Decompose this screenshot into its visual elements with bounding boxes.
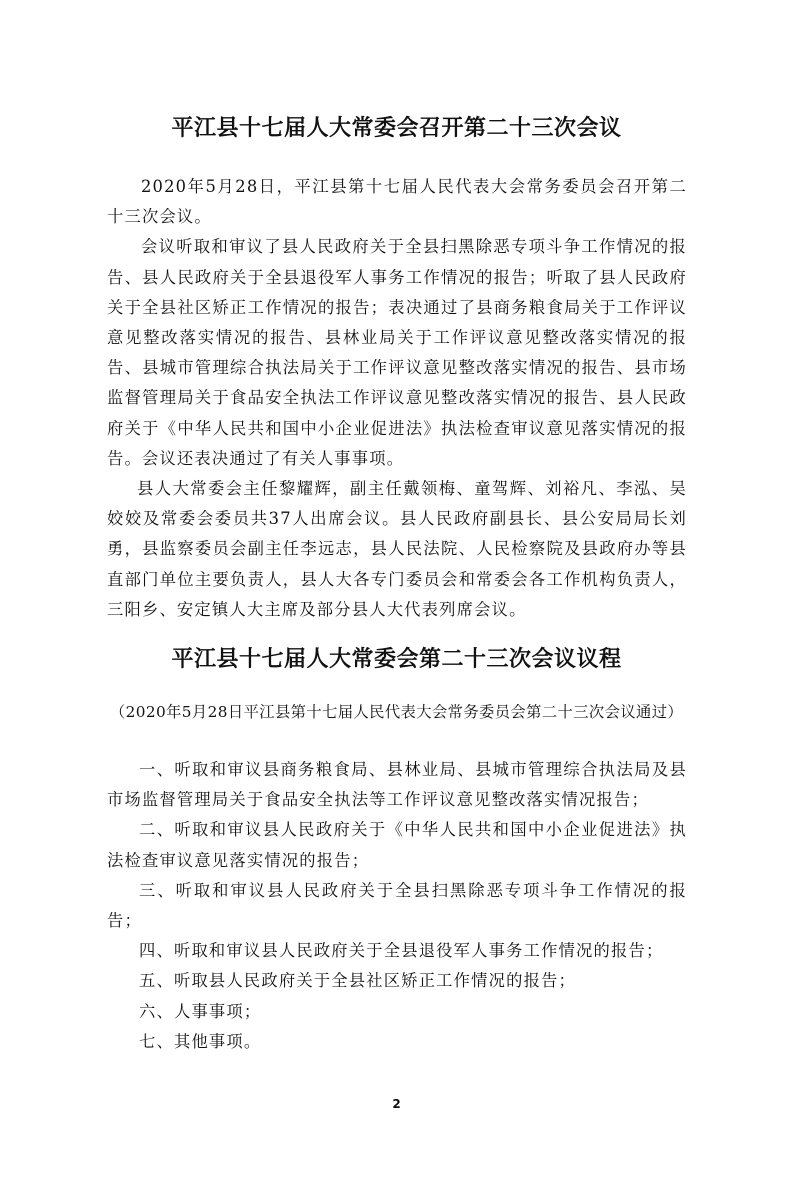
agenda-item: 二、听取和审议县人民政府关于《中华人民共和国中小企业促进法》执法检查审议意见落实情况的报告； [107,820,687,870]
article-body [107,172,687,625]
agenda-item: 五、听取县人民政府关于全县社区矫正工作情况的报告； [139,971,577,991]
agenda-item: 三、听取和审议县人民政府关于全县扫黑除恶专项斗争工作情况的报告； [107,880,687,931]
agenda-title: 平江县十七届人大常委会第二十三次会议议程 [171,647,622,673]
agenda-item: 七、其他事项。 [139,1031,262,1051]
agenda-item: 六、人事事项； [139,1001,262,1021]
document-title: 平江县十七届人大常委会召开第二十三次会议 [171,116,622,141]
page-number: 2 [392,1097,401,1112]
agenda-list [107,755,687,1057]
paragraph-meeting-date: 2020年5月28日，平江县第十七届人民代表大会常务委员会召开第二十三次会议。 [107,177,687,227]
agenda-item: 四、听取和审议县人民政府关于全县退役军人事务工作情况的报告； [139,941,664,961]
paragraph-meeting-content: 会议听取和审议了县人民政府关于全县扫黑除恶专项斗争工作情况的报告、县人民政府关于全县退役军人事务工作情况的报告；听取了县人民政府关于全县社区矫正工作情况的报告；表决通过了县商务粮食局关于工作评议意见整改落实情况的报告、县林业局关于工作评议意见整改落实情况的报告、县城市管理综合执法局关于工作评议意见整改落实情况的报告、县市场监督管理局关于食品安全执法工作评议意见整改落实情况的报告、县人民政府关于《中华人民共和国中小企业促进法》执法检查审议意见落实情况的报告。会议还表决通过了有关人事事项。 [107,237,687,468]
paragraph-attendees: 县人大常委会主任黎耀辉，副主任戴领梅、童驾辉、刘裕凡、李泓、吴姣姣及常委会委员共37人出席会议。县人民政府副县长、县公安局局长刘勇，县监察委员会副主任李远志，县人民法院、人民检察院及县政府办等县直部门单位主要负责人，县人大各专门委员会和常委会各工作机构负责人，三阳乡、安定镇人大主席及部分县人大代表列席会议。 [107,479,687,619]
agenda-item: 一、听取和审议县商务粮食局、县林业局、县城市管理综合执法局及县市场监督管理局关于食品安全执法等工作评议意见整改落实情况报告； [107,760,687,810]
agenda-subtitle: （2020年5月28日平江县第十七届人民代表大会常务委员会第二十三次会议通过） [109,703,684,722]
